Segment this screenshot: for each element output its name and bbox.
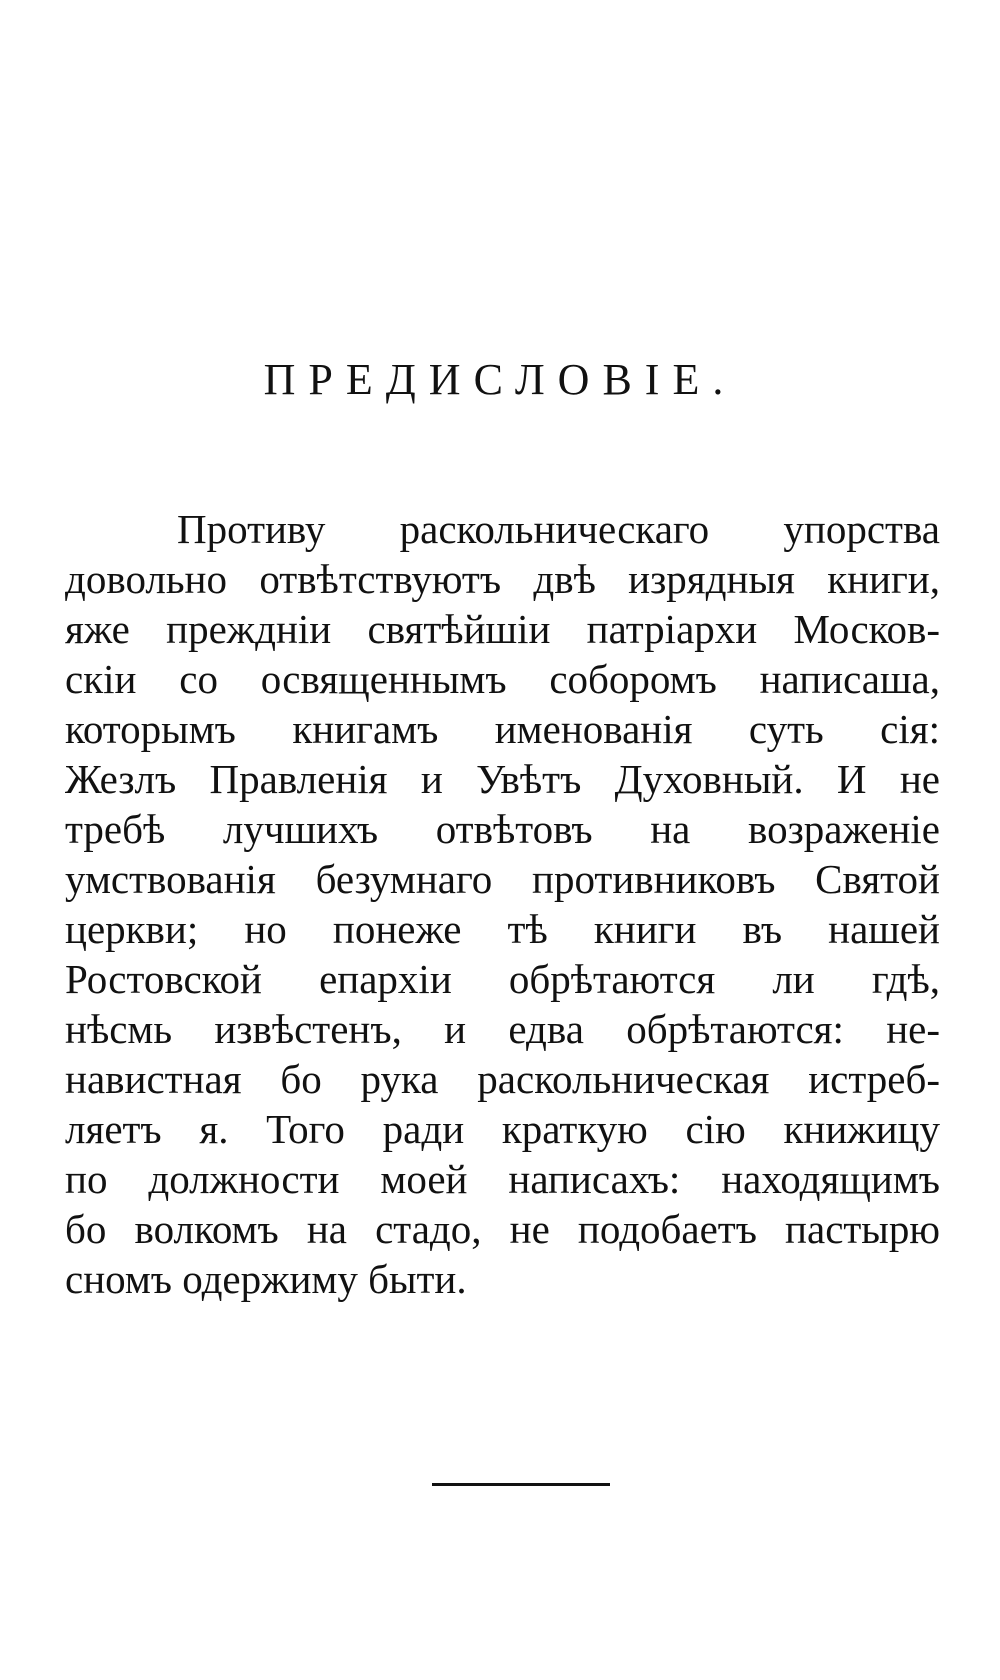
paragraph-line: Жезлъ Правленія и Увѣтъ Духовный. И не [65,756,940,802]
preface-paragraph [65,504,940,1304]
paragraph-line: сномъ одержиму быти. [65,1256,467,1302]
paragraph-line: бо волкомъ на стадо, не подобаетъ пастырю [65,1206,940,1252]
paragraph-line: которымъ книгамъ именованія суть сія: [65,706,940,752]
paragraph-line: ляетъ я. Того ради краткую сію книжицу [65,1106,940,1152]
paragraph-line: скіи со освященнымъ соборомъ написаша, [65,656,940,702]
paragraph-line: Ростовской епархіи обрѣтаются ли гдѣ, [65,956,940,1002]
paragraph-line: по должности моей написахъ: находящимъ [65,1156,940,1202]
page-heading: ПРЕДИСЛОВІЕ. [263,355,737,404]
section-end-rule [432,1483,610,1486]
paragraph-line: Противу раскольническаго упорства [177,506,940,552]
paragraph-line: церкви; но понеже тѣ книги въ нашей [65,906,940,952]
paragraph-line: нѣсмь извѣстенъ, и едва обрѣтаются: не- [65,1006,940,1052]
paragraph-line: требѣ лучшихъ отвѣтовъ на возраженіе [65,806,940,852]
paragraph-line: довольно отвѣтствуютъ двѣ изрядныя книги, [65,556,940,602]
paragraph-line: умствованія безумнаго противниковъ Святой [65,856,940,902]
paragraph-line: навистная бо рука раскольническая истреб- [65,1056,940,1102]
paragraph-line: яже преждніи святѣйшіи патріархи Москов- [65,606,940,652]
